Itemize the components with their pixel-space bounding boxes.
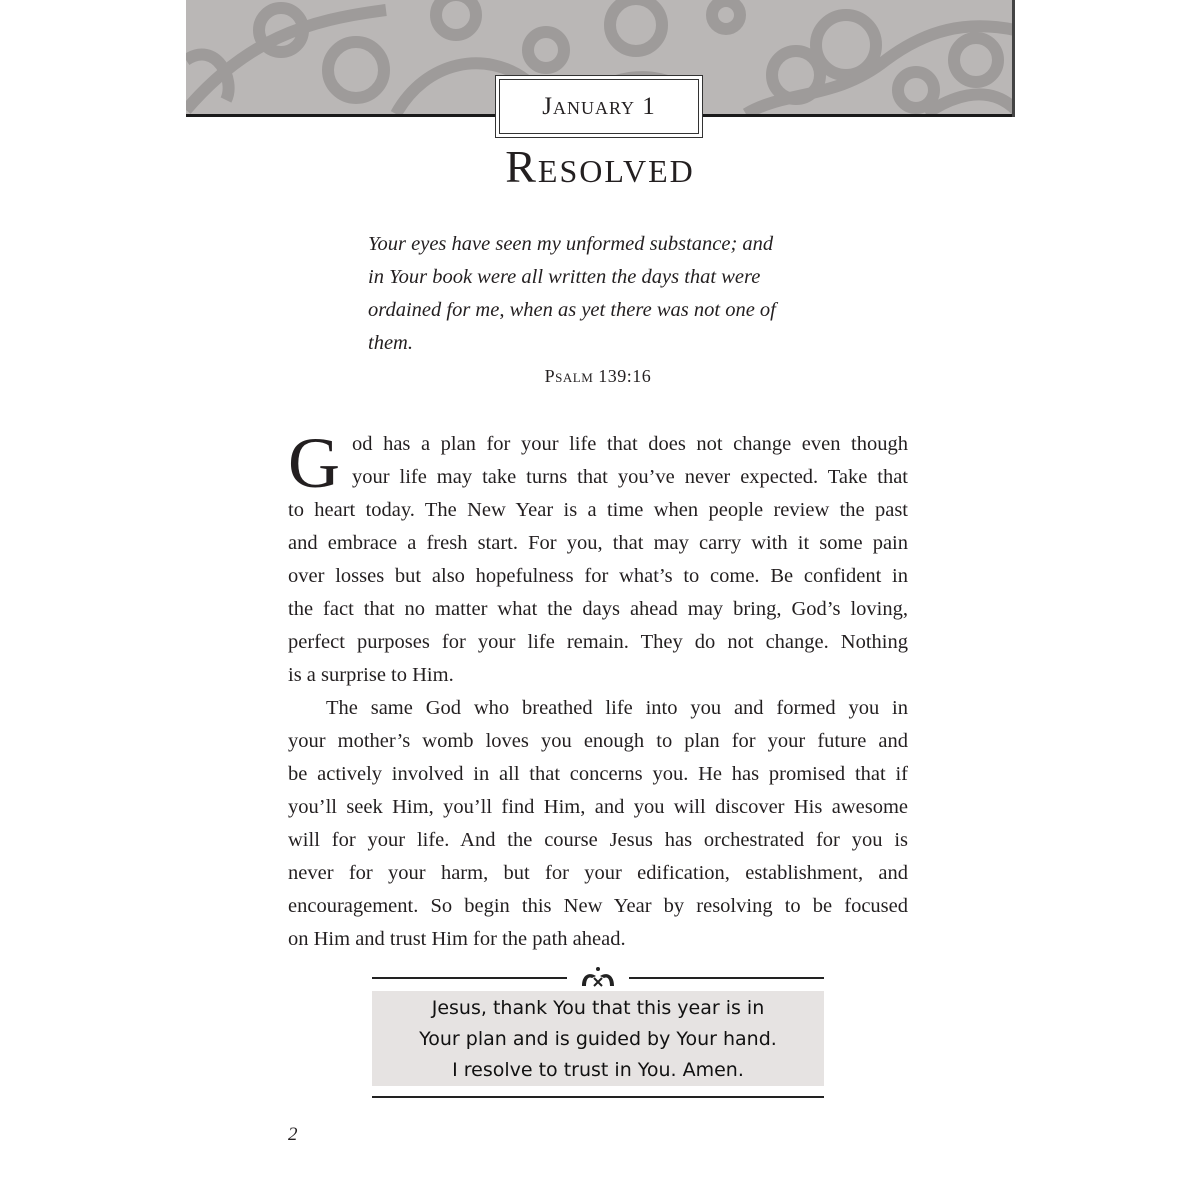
page-title: Resolved [505,141,695,192]
paragraph-2 [288,692,908,956]
date-label: January 1 [499,79,699,134]
body-line: encouragement. So begin this New Year by resolving to be focused [288,895,908,917]
quote-line: them. [368,332,413,354]
body-line: your life may take turns that you’ve never expected. Take that [352,466,908,488]
paragraph-1 [288,423,908,692]
prayer-line: I resolve to trust in You. Amen. [452,1059,744,1081]
prayer-box [372,991,824,1086]
prayer-line: Your plan and is guided by Your hand. [419,1028,777,1050]
body-line: be actively involved in all that concerns you. He has promised that if [288,763,908,785]
ornament-icon [578,966,618,988]
body-line: will for your life. And the course Jesus has orchestrated for you is [288,829,908,851]
body-line: the fact that no matter what the days ahead may bring, God’s loving, [288,598,908,620]
scripture-citation: Psalm 139:16 [544,366,652,386]
body-line: you’ll seek Him, you’ll find Him, and you will discover His awesome [288,796,908,818]
body-line: your mother’s womb loves you enough to plan for your future and [288,730,908,752]
quote-line: Your eyes have seen my unformed substance; and [368,233,774,255]
page-edge [1012,0,1015,117]
ornament-divider [372,966,824,988]
body-line: over losses but also hopefulness for what’s to come. Be confident in [288,565,908,587]
body-line: to heart today. The New Year is a time when people review the past [288,499,908,521]
divider-line [372,977,567,979]
quote-line: in Your book were all written the days that were [368,266,761,288]
devotional-body [288,423,908,956]
body-line: The same God who breathed life into you and formed you in [326,697,908,719]
body-line: and embrace a fresh start. For you, that may carry with it some pain [288,532,908,554]
quote-line: ordained for me, when as yet there was not one of [368,299,776,321]
prayer-line: Jesus, thank You that this year is in [431,997,765,1019]
body-line: never for your harm, but for your edification, establishment, and [288,862,908,884]
page-number: 2 [288,1124,298,1145]
bottom-rule [372,1096,824,1098]
drop-cap: G [288,423,340,503]
body-line: od has a plan for your life that does not change even though [352,433,908,455]
body-line: on Him and trust Him for the path ahead. [288,928,626,950]
body-line: perfect purposes for your life remain. They do not change. Nothing [288,631,908,653]
scripture-quote [368,228,828,360]
body-line: is a surprise to Him. [288,664,454,686]
divider-line [629,977,824,979]
